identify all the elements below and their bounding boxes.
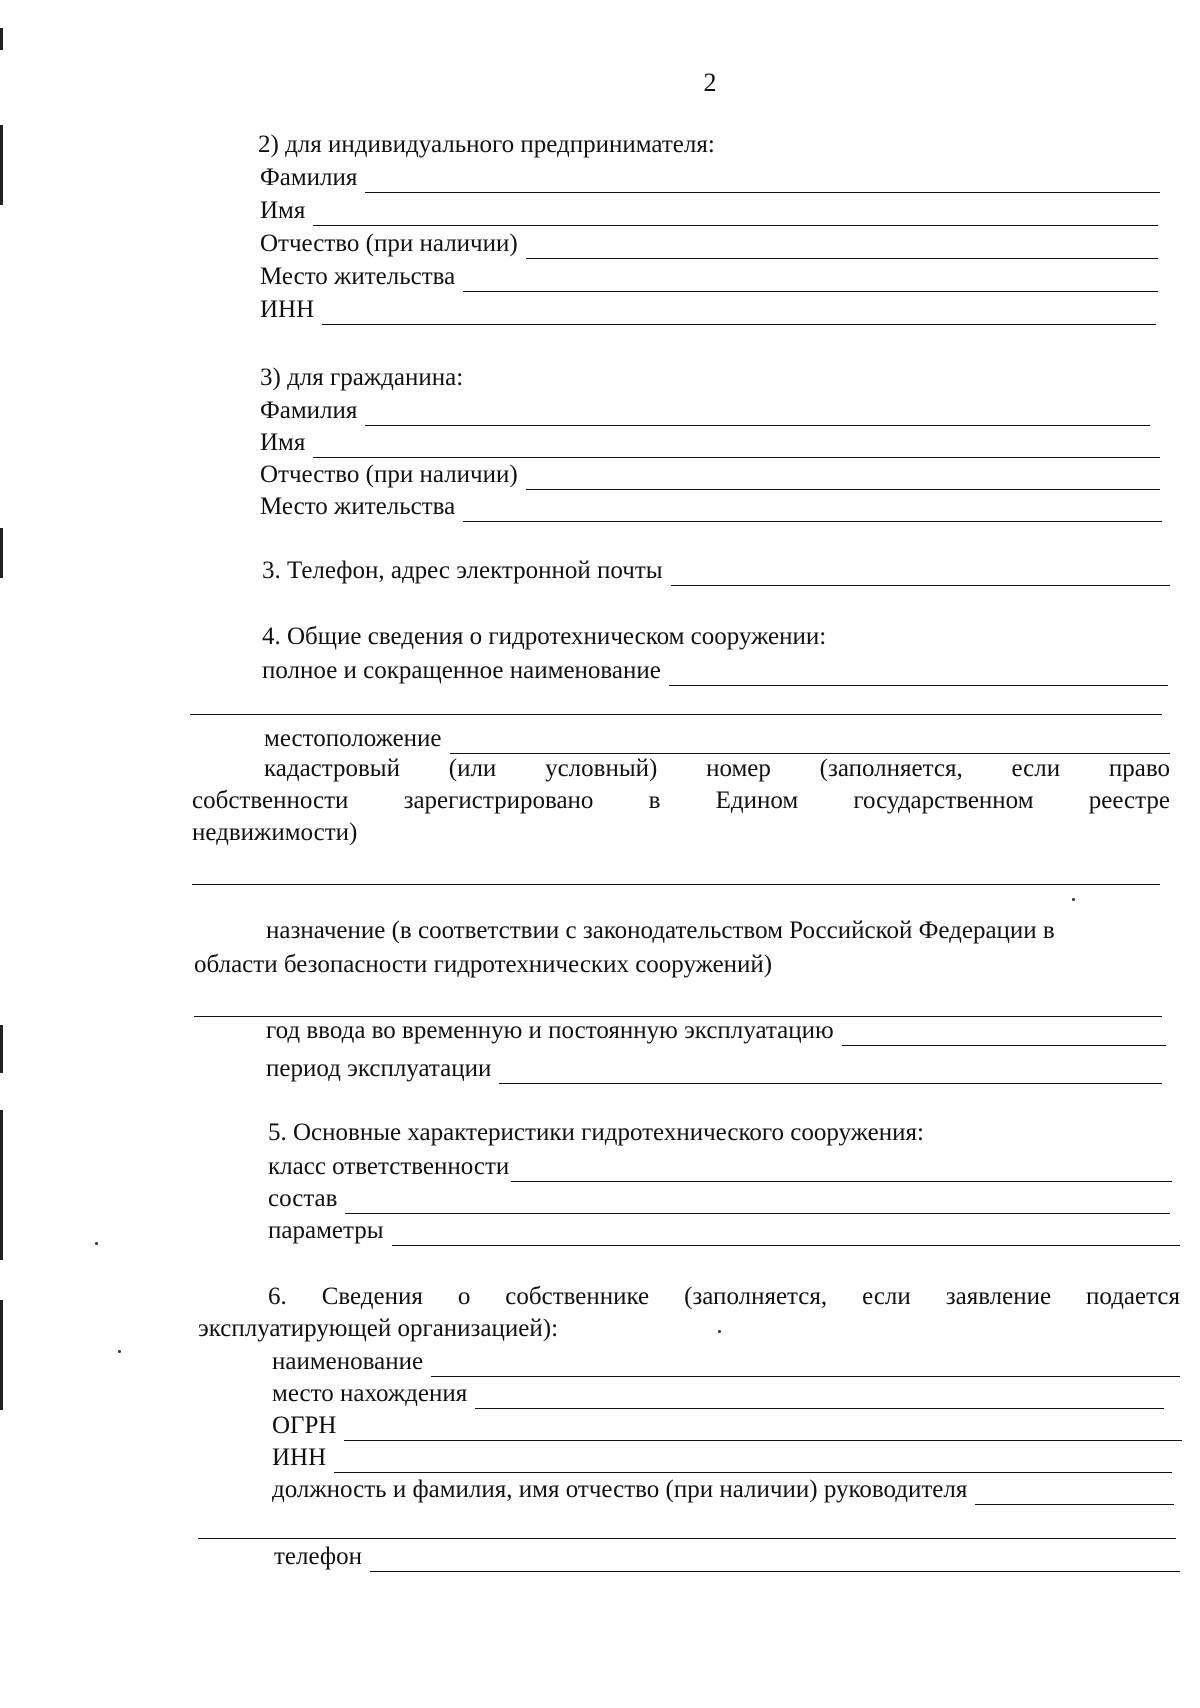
fill-line[interactable] xyxy=(975,1482,1174,1505)
field-label: Имя xyxy=(260,197,306,224)
citizen-heading: 3) для гражданина: xyxy=(260,364,464,391)
word: собственности xyxy=(192,787,349,814)
entrepreneur-patronymic-field[interactable] xyxy=(260,229,1158,259)
section4-heading: 4. Общие сведения о гидротехническом сооружении: xyxy=(262,623,827,650)
full-name-continuation-line[interactable] xyxy=(190,714,1162,715)
fill-line[interactable] xyxy=(334,1450,1172,1473)
word: номер xyxy=(706,755,771,782)
field-label: ОГРН xyxy=(272,1412,337,1439)
section6-line-1 xyxy=(268,1282,1180,1312)
fill-line[interactable] xyxy=(511,1159,1172,1182)
fill-line[interactable] xyxy=(431,1354,1180,1377)
word: Едином xyxy=(715,787,799,814)
word: подается xyxy=(1086,1283,1180,1310)
word: 6. xyxy=(268,1283,287,1310)
entrepreneur-residence-field[interactable] xyxy=(260,262,1158,292)
field-label: должность и фамилия, имя отчество (при наличии) руководителя xyxy=(272,1476,968,1503)
field-label: телефон xyxy=(274,1543,362,1570)
section5-heading: 5. Основные характеристики гидротехнического сооружения: xyxy=(268,1119,924,1146)
word: (заполняется, xyxy=(684,1283,828,1310)
purpose-line-2: области безопасности гидротехнических сооружений) xyxy=(194,951,773,978)
word: собственнике xyxy=(505,1283,650,1310)
citizen-patronymic-field[interactable] xyxy=(260,460,1160,490)
fill-line[interactable] xyxy=(344,1418,1182,1441)
citizen-name-field[interactable] xyxy=(260,428,1160,458)
field-label: наименование xyxy=(272,1348,424,1375)
field-label: место нахождения xyxy=(272,1380,468,1407)
phone-email-field[interactable] xyxy=(262,556,1170,586)
fill-line[interactable] xyxy=(322,302,1156,325)
field-label: Место жительства xyxy=(260,493,456,520)
scan-speck xyxy=(118,1350,121,1353)
field-label: Отчество (при наличии) xyxy=(260,461,518,488)
section6-line-2: эксплуатирующей организацией): xyxy=(198,1315,559,1342)
fill-line[interactable] xyxy=(370,1549,1180,1572)
scan-margin-mark xyxy=(0,1025,3,1073)
commissioning-year-field[interactable] xyxy=(266,1016,1166,1046)
word: о xyxy=(457,1283,471,1310)
word: право xyxy=(1108,755,1170,782)
fill-line[interactable] xyxy=(463,269,1158,292)
word: если xyxy=(1011,755,1061,782)
fill-line[interactable] xyxy=(669,663,1168,686)
composition-field[interactable] xyxy=(268,1184,1170,1214)
owner-location-field[interactable] xyxy=(272,1379,1164,1409)
field-label: состав xyxy=(268,1185,338,1212)
cadastral-line-1 xyxy=(264,754,1170,784)
cadastral-line-2 xyxy=(192,786,1170,816)
fill-line[interactable] xyxy=(463,499,1162,522)
field-label: Фамилия xyxy=(260,164,358,191)
word: условный) xyxy=(545,755,658,782)
word: зарегистрировано xyxy=(403,787,594,814)
fill-line[interactable] xyxy=(392,1223,1180,1246)
fill-line[interactable] xyxy=(475,1386,1164,1409)
word: если xyxy=(862,1283,911,1310)
word: Сведения xyxy=(321,1283,423,1310)
fill-line[interactable] xyxy=(313,203,1158,226)
citizen-residence-field[interactable] xyxy=(260,492,1162,522)
operation-period-field[interactable] xyxy=(266,1054,1162,1084)
owner-head-field[interactable] xyxy=(272,1475,1174,1505)
cadastral-fill-line[interactable] xyxy=(192,884,1160,885)
fill-line[interactable] xyxy=(671,563,1170,586)
fill-line[interactable] xyxy=(365,170,1160,193)
cadastral-line-3: недвижимости) xyxy=(192,819,358,846)
scan-speck xyxy=(718,1330,721,1333)
owner-phone-field[interactable] xyxy=(274,1542,1180,1572)
fill-line[interactable] xyxy=(313,435,1160,458)
field-label: год ввода во временную и постоянную эксплуатацию xyxy=(266,1017,834,1044)
word: заявление xyxy=(945,1283,1052,1310)
scan-margin-mark xyxy=(0,1300,3,1410)
owner-ogrn-field[interactable] xyxy=(272,1411,1182,1441)
scan-margin-mark xyxy=(0,125,3,205)
fill-line[interactable] xyxy=(526,467,1160,490)
field-label: полное и сокращенное наименование xyxy=(262,657,661,684)
purpose-line-1: назначение (в соответствии с законодательством Российской Федерации в xyxy=(266,917,1055,944)
field-label: 3. Телефон, адрес электронной почты xyxy=(262,557,663,584)
scan-speck xyxy=(1072,898,1075,901)
word: государственном xyxy=(853,787,1034,814)
word: (или xyxy=(448,755,497,782)
scan-margin-mark xyxy=(0,1110,3,1260)
field-label: местоположение xyxy=(264,725,442,752)
page-number: 2 xyxy=(703,68,717,97)
owner-name-field[interactable] xyxy=(272,1347,1180,1377)
entrepreneur-name-field[interactable] xyxy=(260,196,1158,226)
responsibility-class-field[interactable] xyxy=(268,1152,1172,1182)
word: кадастровый xyxy=(264,755,400,782)
entrepreneur-surname-field[interactable] xyxy=(260,163,1160,193)
owner-inn-field[interactable] xyxy=(272,1443,1172,1473)
citizen-surname-field[interactable] xyxy=(260,396,1150,426)
fill-line[interactable] xyxy=(499,1061,1162,1084)
field-label: ИНН xyxy=(272,1444,327,1471)
word: (заполняется, xyxy=(819,755,963,782)
location-field[interactable] xyxy=(264,724,1170,754)
field-label: Место жительства xyxy=(260,263,456,290)
field-label: класс ответственности xyxy=(268,1153,510,1180)
field-label: Имя xyxy=(260,429,306,456)
word: реестре xyxy=(1088,787,1170,814)
word: в xyxy=(648,787,661,814)
entrepreneur-heading: 2) для индивидуального предпринимателя: xyxy=(258,131,715,158)
owner-head-continuation-line[interactable] xyxy=(198,1538,1176,1539)
scan-speck xyxy=(95,1242,98,1245)
full-name-field[interactable] xyxy=(262,656,1168,686)
fill-line[interactable] xyxy=(526,236,1158,259)
fill-line[interactable] xyxy=(365,403,1150,426)
fill-line[interactable] xyxy=(450,731,1170,754)
fill-line[interactable] xyxy=(842,1023,1166,1046)
fill-line[interactable] xyxy=(345,1191,1170,1214)
parameters-field[interactable] xyxy=(268,1216,1180,1246)
field-label: ИНН xyxy=(260,296,315,323)
field-label: Отчество (при наличии) xyxy=(260,230,518,257)
field-label: параметры xyxy=(268,1217,384,1244)
field-label: период эксплуатации xyxy=(266,1055,492,1082)
entrepreneur-inn-field[interactable] xyxy=(260,295,1156,325)
scan-margin-mark xyxy=(0,528,3,578)
scan-margin-mark xyxy=(0,28,3,50)
field-label: Фамилия xyxy=(260,397,358,424)
